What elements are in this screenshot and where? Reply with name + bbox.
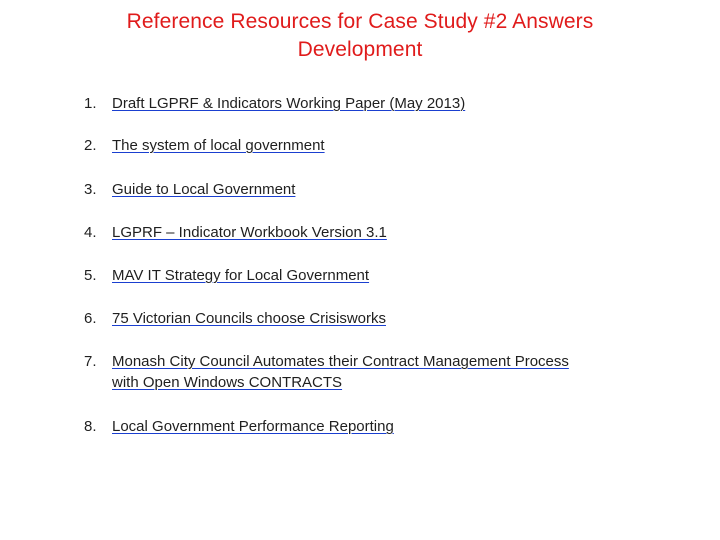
list-number: 2. (84, 137, 97, 154)
list-number: 5. (84, 267, 97, 284)
reference-link-monash-contract-management[interactable]: Monash City Council Automates their Contract Management Process with Open Windows CONTRACTS (112, 353, 569, 391)
list-number: 1. (84, 95, 97, 112)
title-line-2: Development (297, 38, 423, 62)
list-number: 3. (84, 181, 97, 198)
reference-link-crisisworks[interactable]: 75 Victorian Councils choose Crisisworks (112, 310, 386, 327)
list-number: 8. (84, 418, 97, 435)
reference-link-mav-it-strategy[interactable]: MAV IT Strategy for Local Government (112, 267, 370, 284)
reference-link-performance-reporting[interactable]: Local Government Performance Reporting (112, 418, 394, 435)
list-number: 6. (84, 310, 97, 327)
reference-link-indicator-workbook[interactable]: LGPRF – Indicator Workbook Version 3.1 (112, 224, 387, 241)
title-line-1: Reference Resources for Case Study #2 Answers (126, 10, 594, 34)
reference-link-lgprf-working-paper[interactable]: Draft LGPRF & Indicators Working Paper (May 2013) (112, 95, 466, 112)
list-number: 7. (84, 353, 97, 370)
reference-link-guide-to-local-government[interactable]: Guide to Local Government (112, 181, 296, 198)
reference-link-system-of-local-government[interactable]: The system of local government (112, 137, 325, 154)
page-title (60, 8, 660, 64)
list-number: 4. (84, 224, 97, 241)
